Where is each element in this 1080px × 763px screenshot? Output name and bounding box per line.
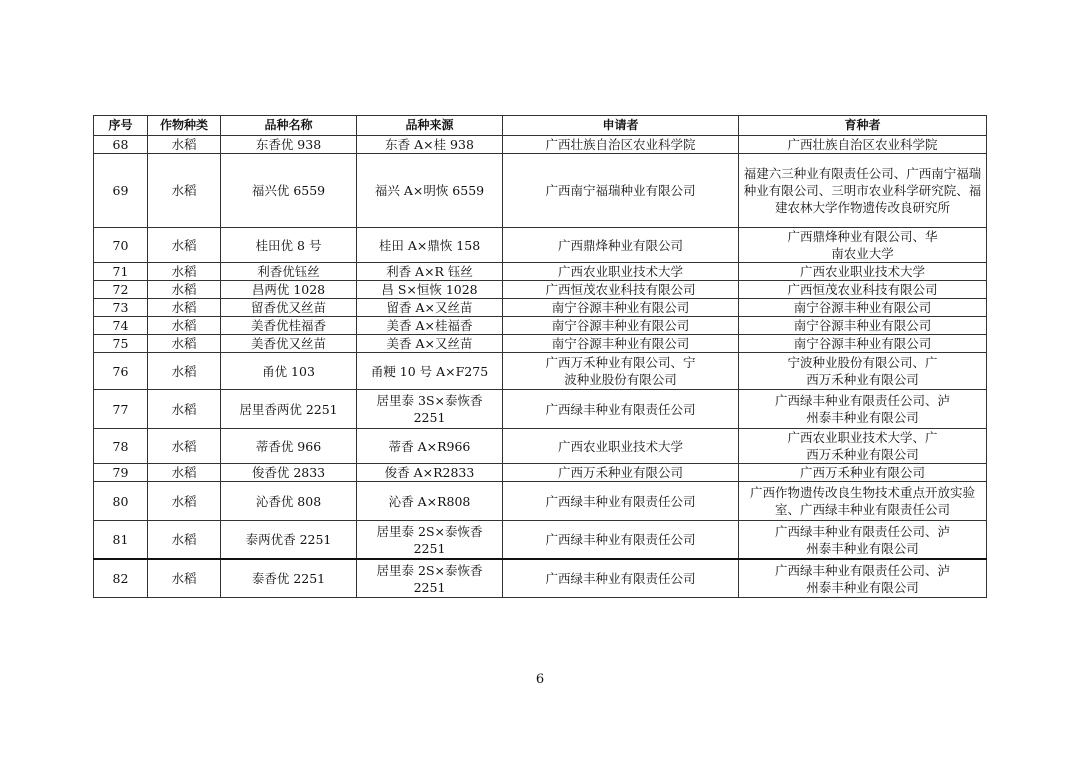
table-row — [94, 559, 987, 598]
cell-no-text: 77 — [112, 401, 129, 417]
cell-applicant-text: 广西南宁福瑞种业有限公司 — [545, 183, 696, 198]
cell-applicant — [503, 482, 739, 521]
cell-crop — [148, 299, 221, 317]
cell-no — [94, 482, 148, 521]
cell-name-text: 利香优钰丝 — [257, 264, 320, 279]
cell-crop — [148, 429, 221, 464]
table-row — [94, 464, 987, 482]
variety-table — [93, 115, 987, 598]
cell-crop-text: 水稻 — [171, 282, 197, 297]
cell-applicant — [503, 464, 739, 482]
cell-name-text: 福兴优 6559 — [251, 183, 326, 198]
cell-crop — [148, 281, 221, 299]
cell-breeder — [739, 482, 987, 521]
cell-source-text: 沁香 A×R808 — [388, 493, 471, 509]
cell-name-text: 泰两优香 2251 — [245, 532, 332, 547]
cell-name-text: 泰香优 2251 — [251, 571, 326, 586]
header-name: 品种名称 — [221, 116, 357, 136]
table-header-row — [94, 116, 987, 136]
cell-name-text: 桂田优 8 号 — [255, 237, 322, 253]
table-row — [94, 429, 987, 464]
cell-breeder — [739, 263, 987, 281]
cell-name — [221, 317, 357, 335]
cell-no — [94, 154, 148, 228]
cell-applicant — [503, 390, 739, 429]
cell-breeder-text: 广西恒茂农业科技有限公司 — [787, 282, 938, 297]
cell-source-text: 甬粳 10 号 A×F275 — [370, 363, 489, 379]
cell-crop — [148, 521, 221, 560]
cell-breeder — [739, 281, 987, 299]
cell-applicant — [503, 521, 739, 560]
header-breeder: 育种者 — [739, 116, 987, 136]
cell-name-text: 沁香优 808 — [255, 493, 322, 509]
cell-no-text: 75 — [112, 336, 129, 351]
cell-crop-text: 水稻 — [171, 264, 197, 279]
cell-crop-text: 水稻 — [171, 237, 197, 253]
cell-source — [357, 136, 503, 154]
cell-name-text: 俊香优 2833 — [251, 465, 326, 480]
cell-no — [94, 521, 148, 560]
cell-applicant-text: 南宁谷源丰种业有限公司 — [551, 300, 690, 315]
cell-applicant-text: 广西农业职业技术大学 — [557, 438, 683, 454]
cell-applicant-text: 广西农业职业技术大学 — [557, 264, 683, 279]
cell-no-text: 73 — [112, 300, 129, 315]
cell-breeder — [739, 353, 987, 390]
cell-name-text: 昌两优 1028 — [251, 282, 326, 297]
cell-no — [94, 263, 148, 281]
cell-source-text: 俊香 A×R2833 — [384, 465, 475, 480]
cell-source-text: 美香 A×桂福香 — [386, 318, 473, 333]
cell-crop-text: 水稻 — [171, 532, 197, 547]
cell-no-text: 81 — [112, 532, 129, 547]
cell-applicant — [503, 559, 739, 598]
cell-applicant — [503, 263, 739, 281]
cell-name — [221, 228, 357, 263]
cell-applicant-text: 南宁谷源丰种业有限公司 — [551, 318, 690, 333]
cell-name — [221, 559, 357, 598]
cell-source — [357, 559, 503, 598]
cell-applicant-text: 广西绿丰种业有限责任公司 — [545, 493, 696, 509]
cell-crop — [148, 353, 221, 390]
cell-source — [357, 154, 503, 228]
cell-crop-text: 水稻 — [171, 571, 197, 586]
header-no: 序号 — [94, 116, 148, 136]
table-row — [94, 353, 987, 390]
cell-source — [357, 299, 503, 317]
cell-crop-text: 水稻 — [171, 318, 197, 333]
cell-name-text: 甬优 103 — [262, 363, 315, 379]
table-body — [94, 136, 987, 598]
cell-breeder-text: 南宁谷源丰种业有限公司 — [793, 336, 932, 351]
cell-crop — [148, 335, 221, 353]
cell-source-text: 居里泰 2S×泰恢香 2251 — [376, 523, 483, 556]
cell-name — [221, 154, 357, 228]
cell-name-text: 蒂香优 966 — [255, 438, 322, 454]
cell-breeder — [739, 559, 987, 598]
table-row — [94, 136, 987, 154]
cell-breeder-text: 广西作物遗传改良生物技术重点开放实验室、广西绿丰种业有限责任公司 — [749, 485, 975, 517]
cell-no — [94, 136, 148, 154]
cell-breeder — [739, 390, 987, 429]
cell-applicant-text: 广西壮族自治区农业科学院 — [545, 137, 696, 152]
cell-source-text: 蒂香 A×R966 — [388, 438, 471, 454]
cell-crop-text: 水稻 — [171, 300, 197, 315]
cell-breeder-text: 广西鼎烽种业有限公司、华南农业大学 — [787, 229, 938, 261]
cell-no — [94, 281, 148, 299]
cell-source-text: 东香 A×桂 938 — [385, 137, 474, 152]
cell-name — [221, 281, 357, 299]
cell-breeder — [739, 317, 987, 335]
cell-name — [221, 335, 357, 353]
cell-source-text: 居里泰 3S×泰恢香 2251 — [376, 393, 483, 425]
cell-crop — [148, 559, 221, 598]
table-row — [94, 154, 987, 228]
cell-breeder — [739, 136, 987, 154]
cell-source — [357, 464, 503, 482]
cell-source-text: 利香 A×R 钰丝 — [386, 264, 473, 279]
cell-breeder — [739, 429, 987, 464]
cell-name-text: 美香优桂福香 — [250, 318, 326, 333]
cell-crop-text: 水稻 — [171, 363, 197, 379]
cell-breeder — [739, 154, 987, 228]
cell-source-text: 居里泰 2S×泰恢香 2251 — [376, 562, 483, 595]
cell-source — [357, 335, 503, 353]
cell-breeder — [739, 464, 987, 482]
cell-no — [94, 464, 148, 482]
cell-applicant-text: 广西万禾种业有限公司 — [557, 465, 683, 480]
cell-crop-text: 水稻 — [171, 438, 197, 454]
table-row — [94, 521, 987, 560]
cell-crop — [148, 228, 221, 263]
cell-crop-text: 水稻 — [171, 465, 197, 480]
cell-source — [357, 281, 503, 299]
cell-no — [94, 559, 148, 598]
cell-no-text: 69 — [112, 183, 129, 198]
page-number: 6 — [535, 672, 545, 687]
cell-breeder-text: 广西万禾种业有限公司 — [799, 465, 925, 480]
cell-breeder — [739, 228, 987, 263]
cell-name — [221, 390, 357, 429]
cell-source — [357, 482, 503, 521]
cell-breeder-text: 宁波种业股份有限公司、广西万禾种业有限公司 — [787, 355, 938, 387]
cell-crop — [148, 154, 221, 228]
cell-crop — [148, 482, 221, 521]
cell-name — [221, 299, 357, 317]
cell-no-text: 80 — [112, 493, 129, 509]
cell-applicant — [503, 154, 739, 228]
cell-name-text: 留香优又丝苗 — [250, 300, 326, 315]
cell-no — [94, 228, 148, 263]
table-row — [94, 335, 987, 353]
cell-name — [221, 482, 357, 521]
cell-crop — [148, 317, 221, 335]
cell-source-text: 福兴 A×明恢 6559 — [374, 183, 485, 198]
table-row — [94, 317, 987, 335]
cell-no-text: 74 — [112, 318, 129, 333]
cell-applicant-text: 南宁谷源丰种业有限公司 — [551, 336, 690, 351]
cell-breeder — [739, 299, 987, 317]
cell-applicant — [503, 353, 739, 390]
cell-name — [221, 429, 357, 464]
cell-name — [221, 353, 357, 390]
cell-crop — [148, 464, 221, 482]
cell-breeder-text: 广西农业职业技术大学、广西万禾种业有限公司 — [787, 430, 938, 462]
cell-applicant-text: 广西鼎烽种业有限公司 — [557, 237, 683, 253]
cell-applicant — [503, 281, 739, 299]
cell-no-text: 68 — [112, 137, 129, 152]
cell-crop-text: 水稻 — [171, 401, 197, 417]
cell-crop — [148, 136, 221, 154]
cell-source — [357, 228, 503, 263]
cell-applicant-text: 广西万禾种业有限公司、宁波种业股份有限公司 — [545, 355, 696, 387]
cell-source-text: 留香 A×又丝苗 — [386, 300, 473, 315]
cell-no — [94, 317, 148, 335]
cell-no — [94, 335, 148, 353]
cell-applicant-text: 广西恒茂农业科技有限公司 — [545, 282, 696, 297]
cell-breeder-text: 广西壮族自治区农业科学院 — [787, 137, 938, 152]
cell-no-text: 82 — [112, 571, 129, 586]
cell-source — [357, 353, 503, 390]
cell-source-text: 昌 S×恒恢 1028 — [381, 282, 478, 297]
cell-crop — [148, 390, 221, 429]
cell-crop — [148, 263, 221, 281]
cell-breeder-text: 广西绿丰种业有限责任公司、泸州泰丰种业有限公司 — [774, 523, 950, 556]
cell-name-text: 东香优 938 — [255, 137, 322, 152]
table-row — [94, 390, 987, 429]
cell-crop-text: 水稻 — [171, 493, 197, 509]
cell-breeder — [739, 335, 987, 353]
table-row — [94, 281, 987, 299]
cell-breeder — [739, 521, 987, 560]
header-applicant: 申请者 — [503, 116, 739, 136]
cell-applicant — [503, 317, 739, 335]
cell-applicant-text: 广西绿丰种业有限责任公司 — [545, 532, 696, 547]
cell-no — [94, 390, 148, 429]
cell-applicant-text: 广西绿丰种业有限责任公司 — [545, 401, 696, 417]
cell-crop-text: 水稻 — [171, 336, 197, 351]
cell-breeder-text: 广西绿丰种业有限责任公司、泸州泰丰种业有限公司 — [774, 393, 950, 425]
table-row — [94, 263, 987, 281]
cell-name-text: 美香优又丝苗 — [250, 336, 326, 351]
cell-applicant — [503, 335, 739, 353]
cell-name — [221, 521, 357, 560]
cell-source — [357, 429, 503, 464]
cell-no-text: 71 — [112, 264, 129, 279]
cell-breeder-text: 南宁谷源丰种业有限公司 — [793, 318, 932, 333]
cell-applicant — [503, 136, 739, 154]
cell-no — [94, 429, 148, 464]
cell-no-text: 76 — [112, 363, 129, 379]
table-row — [94, 482, 987, 521]
cell-breeder-text: 福建六三种业有限责任公司、广西南宁福瑞种业有限公司、三明市农业科学研究院、福建农林大学作物遗传改良研究所 — [743, 166, 982, 215]
cell-no-text: 78 — [112, 438, 129, 454]
header-crop: 作物种类 — [148, 116, 221, 136]
cell-applicant — [503, 228, 739, 263]
cell-source-text: 美香 A×又丝苗 — [386, 336, 473, 351]
cell-crop-text: 水稻 — [171, 137, 197, 152]
cell-applicant — [503, 299, 739, 317]
header-source: 品种来源 — [357, 116, 503, 136]
cell-source — [357, 263, 503, 281]
table-row — [94, 299, 987, 317]
cell-name-text: 居里香两优 2251 — [239, 401, 338, 417]
cell-name — [221, 263, 357, 281]
cell-breeder-text: 南宁谷源丰种业有限公司 — [793, 300, 932, 315]
cell-crop-text: 水稻 — [171, 183, 197, 198]
cell-source — [357, 317, 503, 335]
cell-breeder-text: 广西农业职业技术大学 — [799, 264, 925, 279]
cell-source — [357, 390, 503, 429]
cell-breeder-text: 广西绿丰种业有限责任公司、泸州泰丰种业有限公司 — [774, 562, 950, 595]
cell-name — [221, 464, 357, 482]
cell-no-text: 70 — [112, 237, 129, 253]
cell-no-text: 72 — [112, 282, 129, 297]
cell-no — [94, 353, 148, 390]
cell-no — [94, 299, 148, 317]
cell-source — [357, 521, 503, 560]
cell-no-text: 79 — [112, 465, 129, 480]
cell-name — [221, 136, 357, 154]
cell-applicant — [503, 429, 739, 464]
cell-source-text: 桂田 A×鼎恢 158 — [378, 237, 481, 253]
cell-applicant-text: 广西绿丰种业有限责任公司 — [545, 571, 696, 586]
table-row — [94, 228, 987, 263]
